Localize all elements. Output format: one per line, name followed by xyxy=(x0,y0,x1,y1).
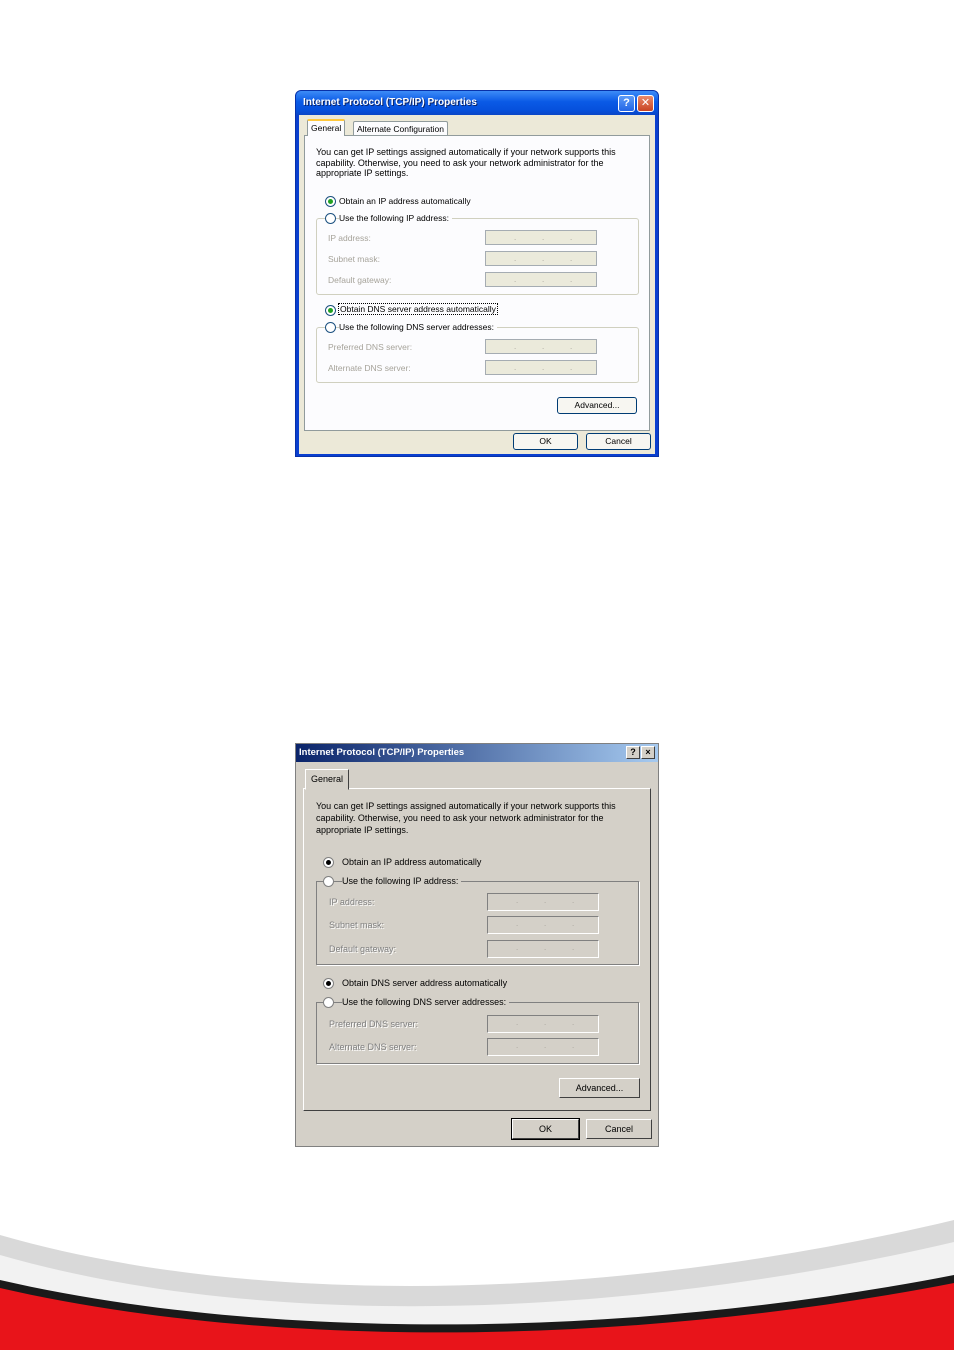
tab-panel-general xyxy=(304,135,650,431)
preferred-dns-label: Preferred DNS server: xyxy=(329,1019,419,1029)
dialog-title: Internet Protocol (TCP/IP) Properties xyxy=(299,747,465,758)
radio-obtain-ip-auto-label: Obtain an IP address automatically xyxy=(342,857,482,867)
ok-button[interactable]: OK xyxy=(513,433,578,450)
radio-use-following-ip[interactable] xyxy=(325,213,336,224)
subnet-mask-label: Subnet mask: xyxy=(329,920,385,930)
radio-use-following-dns[interactable] xyxy=(323,997,334,1008)
title-bar[interactable] xyxy=(296,744,658,762)
tcpip-properties-dialog-xp xyxy=(295,90,659,457)
radio-obtain-ip-auto-label: Obtain an IP address automatically xyxy=(339,196,471,206)
ip-address-label: IP address: xyxy=(328,233,371,243)
default-gateway-label: Default gateway: xyxy=(328,275,392,285)
close-icon: × xyxy=(645,747,651,757)
preferred-dns-field[interactable]: . . . xyxy=(487,1015,599,1033)
alternate-dns-field[interactable]: . . . xyxy=(487,1038,599,1056)
radio-obtain-ip-auto[interactable] xyxy=(325,196,336,207)
help-button[interactable] xyxy=(618,95,635,112)
radio-obtain-ip-auto[interactable] xyxy=(323,857,334,868)
radio-obtain-dns-auto[interactable] xyxy=(323,978,334,989)
radio-use-following-ip-label: Use the following IP address: xyxy=(342,876,461,886)
help-button[interactable] xyxy=(626,746,640,759)
radio-obtain-dns-auto[interactable] xyxy=(325,305,336,316)
alternate-dns-label: Alternate DNS server: xyxy=(328,363,411,373)
dialog-client-area xyxy=(299,115,655,454)
radio-use-following-ip[interactable] xyxy=(323,876,334,887)
default-gateway-label: Default gateway: xyxy=(329,944,397,954)
description-text: You can get IP settings assigned automatically if your network supports this capability. Otherwise, you need to ask your network administrator for the appropriate IP settings. xyxy=(316,147,616,178)
ip-address-field[interactable]: . . . xyxy=(487,893,599,911)
cancel-button[interactable]: Cancel xyxy=(586,1119,652,1139)
preferred-dns-field[interactable]: . . . xyxy=(485,339,597,354)
description-text: You can get IP settings assigned automatically if your network supports this capability. Otherwise, you need to ask your network administrator for the appropriate IP settings. xyxy=(316,801,616,835)
close-icon: ✕ xyxy=(640,97,651,109)
radio-obtain-dns-auto-label: Obtain DNS server address automatically xyxy=(340,304,496,314)
radio-use-following-dns[interactable] xyxy=(325,322,336,333)
help-icon: ? xyxy=(623,97,630,109)
preferred-dns-label: Preferred DNS server: xyxy=(328,342,413,352)
radio-obtain-dns-auto-label: Obtain DNS server address automatically xyxy=(342,978,508,988)
radio-use-following-dns-label: Use the following DNS server addresses: xyxy=(339,322,497,332)
radio-use-following-dns-label: Use the following DNS server addresses: xyxy=(342,997,509,1007)
tcpip-properties-dialog-classic xyxy=(295,743,659,1147)
subnet-mask-label: Subnet mask: xyxy=(328,254,380,264)
alternate-dns-field[interactable]: . . . xyxy=(485,360,597,375)
help-icon: ? xyxy=(630,747,636,757)
ip-address-field[interactable]: . . . xyxy=(485,230,597,245)
subnet-mask-field[interactable]: . . . xyxy=(487,916,599,934)
tab-general[interactable]: General xyxy=(305,769,349,790)
tab-alternate-configuration[interactable]: Alternate Configuration xyxy=(353,121,448,136)
tab-panel-general xyxy=(303,788,651,1111)
radio-use-following-ip-label: Use the following IP address: xyxy=(339,213,452,223)
title-bar[interactable] xyxy=(296,91,658,115)
tab-general[interactable]: General xyxy=(307,119,345,136)
footer-swoosh-decoration xyxy=(0,1180,954,1350)
ok-button[interactable]: OK xyxy=(512,1119,579,1139)
advanced-button[interactable]: Advanced... xyxy=(559,1078,640,1098)
dialog-title: Internet Protocol (TCP/IP) Properties xyxy=(303,97,477,108)
close-button[interactable] xyxy=(637,95,654,112)
default-gateway-field[interactable]: . . . xyxy=(487,940,599,958)
cancel-button[interactable]: Cancel xyxy=(586,433,651,450)
subnet-mask-field[interactable]: . . . xyxy=(485,251,597,266)
ip-address-label: IP address: xyxy=(329,897,375,907)
default-gateway-field[interactable]: . . . xyxy=(485,272,597,287)
alternate-dns-label: Alternate DNS server: xyxy=(329,1042,417,1052)
close-button[interactable] xyxy=(641,746,655,759)
advanced-button[interactable]: Advanced... xyxy=(557,397,637,414)
